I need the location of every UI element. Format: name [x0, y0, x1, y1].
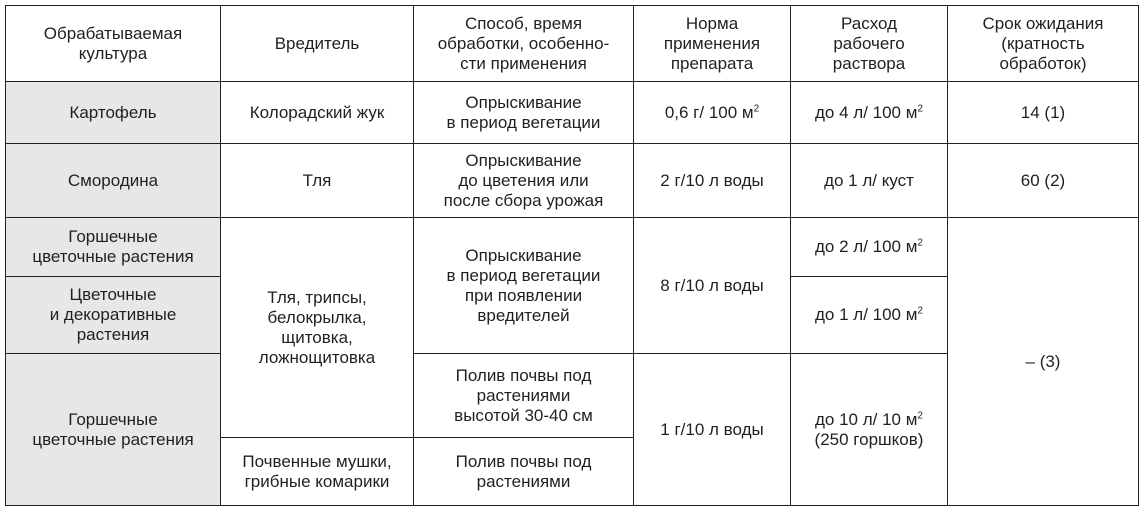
- crop-cell: Смородина: [6, 144, 221, 218]
- waiting-cell: 60 (2): [948, 144, 1139, 218]
- table-row-currant: [6, 144, 1139, 218]
- header-consumption: Расход рабочего раствора: [791, 6, 948, 82]
- rate-cell: 2 г/10 л воды: [634, 144, 791, 218]
- table-row-potato: [6, 82, 1139, 144]
- consumption-cell: до 1 л/ 100 $м^2$: [791, 277, 948, 354]
- crop-cell: Горшечные цветочные растения: [6, 218, 221, 277]
- crop-cell: Цветочные и декоративные растения: [6, 277, 221, 354]
- crop-cell: Картофель: [6, 82, 221, 144]
- waiting-cell-shared: – (3): [948, 218, 1139, 506]
- pest-cell-shared: Тля, трипсы, белокрылка, щитовка, ложнощитовка: [221, 218, 414, 438]
- rate-cell: 0,6 г/ 100 $м^2$: [634, 82, 791, 144]
- crop-cell: Горшечные цветочные растения: [6, 354, 221, 506]
- header-waiting: Срок ожидания (кратность обработок): [948, 6, 1139, 82]
- header-row: [6, 6, 1139, 82]
- method-cell: Опрыскивание до цветения или после сбора урожая: [414, 144, 634, 218]
- header-rate: Норма применения препарата: [634, 6, 791, 82]
- consumption-cell: до 1 л/ куст: [791, 144, 948, 218]
- consumption-cell: до 4 л/ 100 $м^2$: [791, 82, 948, 144]
- method-cell-shared: Опрыскивание в период вегетации при появлении вредителей: [414, 218, 634, 354]
- method-cell: Полив почвы под растениями высотой 30-40 см: [414, 354, 634, 438]
- pest-cell: Тля: [221, 144, 414, 218]
- table-row-potted: [6, 218, 1139, 277]
- rate-cell-shared: 1 г/10 л воды: [634, 354, 791, 506]
- consumption-cell-shared: до 10 л/ 10 $м^2$ (250 горшков): [791, 354, 948, 506]
- header-pest: Вредитель: [221, 6, 414, 82]
- rate-cell-shared: 8 г/10 л воды: [634, 218, 791, 354]
- method-cell: Полив почвы под растениями: [414, 438, 634, 506]
- consumption-cell: до 2 л/ 100 $м^2$: [791, 218, 948, 277]
- waiting-cell: 14 (1): [948, 82, 1139, 144]
- method-cell: Опрыскивание в период вегетации: [414, 82, 634, 144]
- pest-cell: Колорадский жук: [221, 82, 414, 144]
- header-method: Способ, время обработки, особенно- сти применения: [414, 6, 634, 82]
- pest-cell: Почвенные мушки, грибные комарики: [221, 438, 414, 506]
- header-crop: Обрабатываемая культура: [6, 6, 221, 82]
- usage-table: [5, 5, 1139, 506]
